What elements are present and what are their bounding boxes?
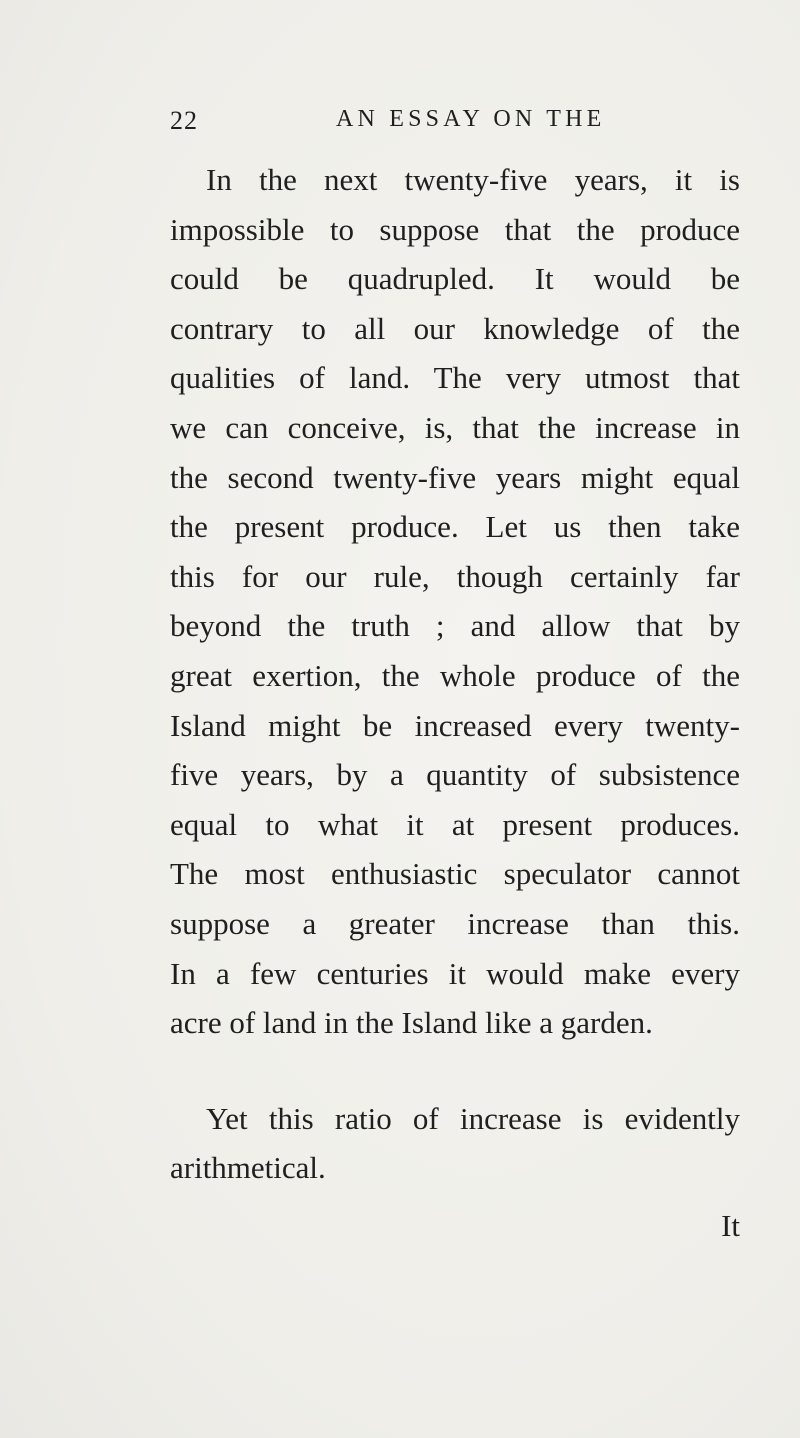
text-line: qualities of land. The very utmost that — [170, 360, 740, 396]
text-line: Island might be increased every twenty- — [170, 707, 740, 743]
text-line: could be quadrupled. It would be — [170, 261, 740, 297]
text-line: the present produce. Let us then take — [170, 509, 740, 545]
text-line: suppose a greater increase than this. — [170, 905, 740, 941]
running-title: AN ESSAY ON THE — [336, 106, 606, 132]
paragraph-gap — [170, 1048, 740, 1094]
text-line: arithmetical. — [170, 1150, 326, 1186]
text-line: The most enthusiastic speculator cannot — [170, 856, 740, 892]
text-line: this for our rule, though certainly far — [170, 558, 740, 594]
body-text — [170, 155, 740, 1193]
text-line: we can conceive, is, that the increase in — [170, 409, 740, 445]
text-line: acre of land in the Island like a garden. — [170, 1005, 653, 1041]
running-head — [170, 106, 740, 142]
page-number: 22 — [170, 106, 198, 135]
text-line: beyond the truth ; and allow that by — [170, 608, 740, 644]
text-line: contrary to all our knowledge of the — [170, 310, 740, 346]
paragraph-1 — [170, 155, 740, 1048]
text-line: equal to what it at present produces. — [170, 806, 740, 842]
text-line: Yet this ratio of increase is evidently — [206, 1100, 740, 1136]
text-line: five years, by a quantity of subsistence — [170, 757, 740, 793]
catchword: It — [721, 1208, 740, 1243]
text-line: In a few centuries it would make every — [170, 955, 740, 991]
paragraph-2 — [170, 1094, 740, 1193]
text-line: impossible to suppose that the produce — [170, 211, 740, 247]
text-line: In the next twenty-five years, it is — [206, 162, 740, 197]
text-line: the second twenty-five years might equal — [170, 459, 740, 495]
text-line: great exertion, the whole produce of the — [170, 657, 740, 693]
